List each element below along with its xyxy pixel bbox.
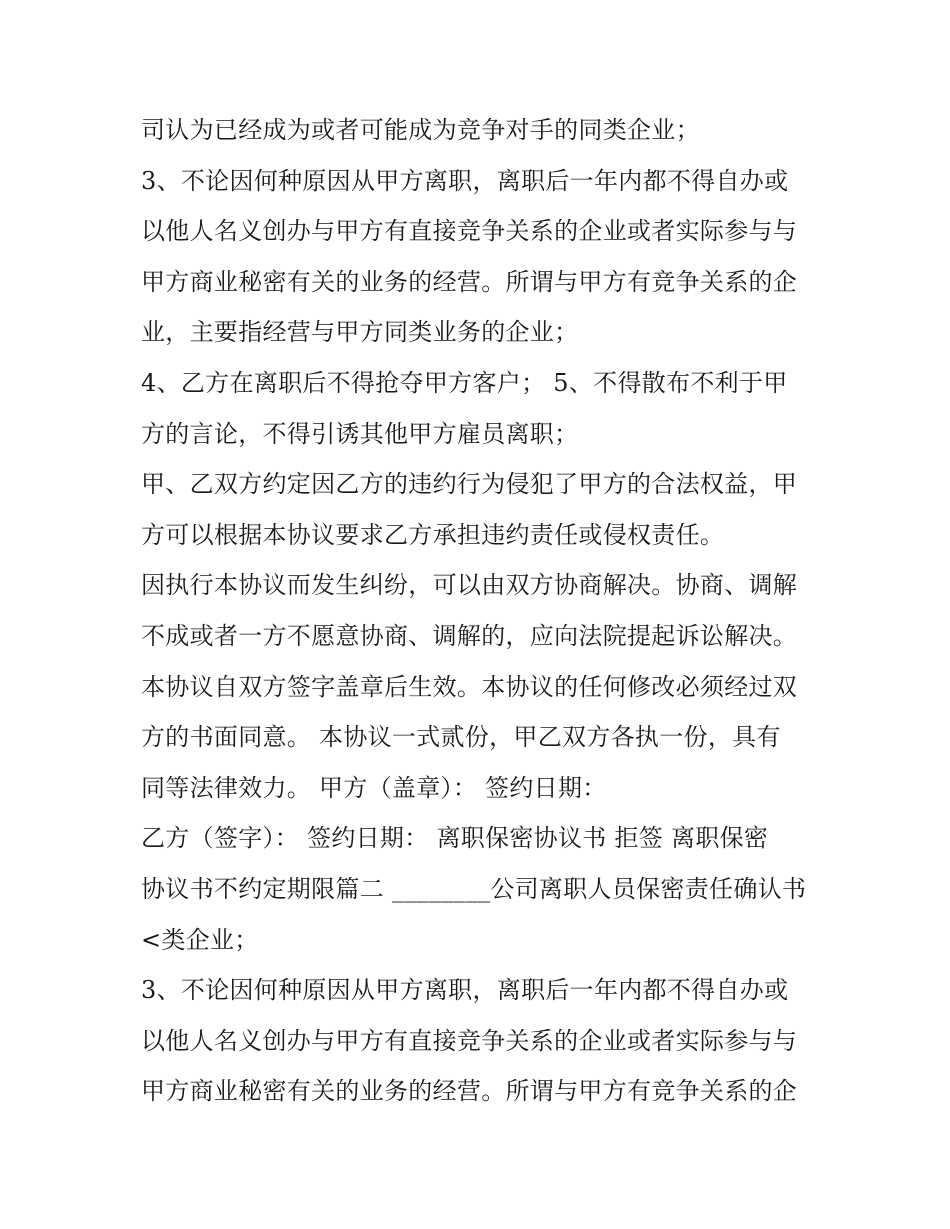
- text-line: 4、乙方在离职后不得抢夺甲方客户； 5、不得散布不利于甲: [141, 369, 788, 397]
- text-line: 协议书不约定期限篇二 ________公司离职人员保密责任确认书: [141, 875, 807, 903]
- text-line: 以他人名义创办与甲方有直接竞争关系的企业或者实际参与与: [141, 1027, 798, 1055]
- text-line: 方的言论，不得引诱其他甲方雇员离职；: [141, 420, 579, 448]
- text-line: 3、不论因何种原因从甲方离职，离职后一年内都不得自办或: [141, 167, 789, 195]
- text-line: 乙方（签字）： 签约日期： 离职保密协议书 拒签 离职保密: [141, 824, 769, 852]
- text-line: 3、不论因何种原因从甲方离职，离职后一年内都不得自办或: [141, 976, 789, 1004]
- text-line: 司认为已经成为或者可能成为竞争对手的同类企业；: [141, 116, 700, 144]
- text-line: 方可以根据本协议要求乙方承担违约责任或侵权责任。: [141, 521, 725, 549]
- text-line: 业，主要指经营与甲方同类业务的企业；: [141, 318, 579, 346]
- text-line: 本协议自双方签字盖章后生效。本协议的任何修改必须经过双: [141, 673, 798, 701]
- text-line: <类企业；: [141, 926, 259, 954]
- text-line: 以他人名义创办与甲方有直接竞争关系的企业或者实际参与与: [141, 217, 798, 245]
- text-line: 甲、乙双方约定因乙方的违约行为侵犯了甲方的合法权益，甲: [141, 470, 798, 498]
- text-line: 方的书面同意。 本协议一式贰份，甲乙双方各执一份，具有: [141, 723, 781, 751]
- text-line: 不成或者一方不愿意协商、调解的，应向法院提起诉讼解决。: [141, 622, 798, 650]
- text-line: 甲方商业秘密有关的业务的经营。所谓与甲方有竞争关系的企: [141, 1077, 798, 1105]
- text-line: 因执行本协议而发生纠纷，可以由双方协商解决。协商、调解: [141, 571, 798, 599]
- text-line: 甲方商业秘密有关的业务的经营。所谓与甲方有竞争关系的企: [141, 268, 798, 296]
- text-line: 同等法律效力。 甲方（盖章）： 签约日期：: [141, 774, 607, 802]
